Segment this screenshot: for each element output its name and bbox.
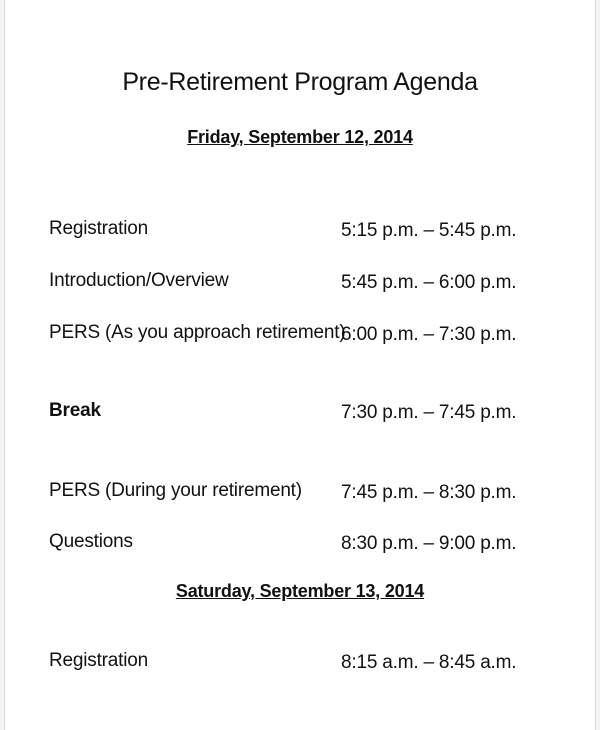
activity-label: PERS (During your retirement)	[49, 480, 302, 501]
activity-label: PERS (As you approach retirement)	[49, 322, 346, 343]
agenda-page	[4, 0, 596, 730]
time-range: 7:45 p.m. – 8:30 p.m.	[341, 482, 517, 503]
agenda-row-registration-saturday	[49, 650, 569, 676]
time-range: 6:00 p.m. – 7:30 p.m.	[341, 324, 517, 345]
time-range: 7:30 p.m. – 7:45 p.m.	[341, 402, 517, 423]
agenda-row-introduction	[49, 270, 569, 296]
time-range: 5:45 p.m. – 6:00 p.m.	[341, 272, 517, 293]
document-title: Pre-Retirement Program Agenda	[122, 68, 478, 96]
agenda-row-questions	[49, 531, 569, 557]
activity-label: Introduction/Overview	[49, 270, 229, 291]
agenda-row-registration-friday	[49, 218, 569, 244]
activity-label: Break	[49, 400, 101, 421]
day-heading-friday: Friday, September 12, 2014	[187, 127, 413, 147]
agenda-row-break	[49, 400, 569, 426]
agenda-row-pers-approach	[49, 322, 569, 348]
time-range: 5:15 p.m. – 5:45 p.m.	[341, 220, 517, 241]
activity-label: Registration	[49, 650, 148, 671]
time-range: 8:30 p.m. – 9:00 p.m.	[341, 533, 517, 554]
activity-label: Questions	[49, 531, 133, 552]
day-heading-saturday: Saturday, September 13, 2014	[175, 581, 425, 601]
time-range: 8:15 a.m. – 8:45 a.m.	[341, 652, 517, 673]
agenda-row-pers-during	[49, 480, 569, 506]
activity-label: Registration	[49, 218, 148, 239]
